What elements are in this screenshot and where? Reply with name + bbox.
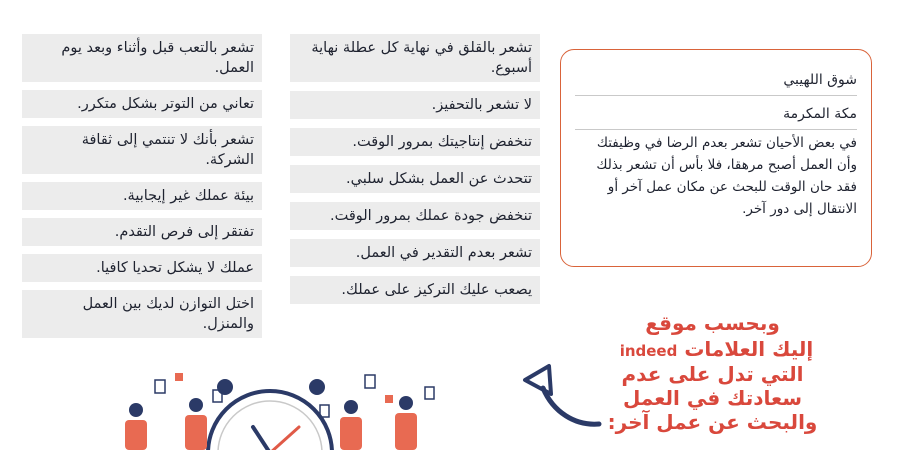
clock-workers-illustration: [95, 365, 440, 450]
sign-item: يصعب عليك التركيز على عملك.: [290, 276, 540, 304]
intro-text: في بعض الأحيان تشعر بعدم الرضا في وظيفتك وأن العمل أصبح مرهقا، فلا بأس أن تشعر بذلك فقد حان الوقت للبحث عن مكان عمل آخر أو الانتقال إلى دور آخر.: [596, 135, 857, 217]
author-name: شوق اللهيبي: [783, 72, 857, 88]
author-card: [560, 49, 872, 267]
source-line: إليك العلامات: [684, 337, 814, 361]
curved-arrow-icon: [515, 350, 605, 440]
sign-item: لا تشعر بالتحفيز.: [290, 91, 540, 119]
sign-item: تتحدث عن العمل بشكل سلبي.: [290, 165, 540, 193]
source-line: التي تدل على عدم: [621, 362, 804, 386]
sign-item: بيئة عملك غير إيجابية.: [22, 182, 262, 210]
page-title: [150, 0, 750, 8]
sign-item: اختل التوازن لديك بين العمل والمنزل.: [22, 290, 262, 338]
source-line: والبحث عن عمل آخر:: [607, 410, 818, 434]
sign-item: تشعر بالتعب قبل وأثناء وبعد يوم العمل.: [22, 34, 262, 82]
sign-item: تنخفض إنتاجيتك بمرور الوقت.: [290, 128, 540, 156]
sign-item: تشعر بأنك لا تنتمي إلى ثقافة الشركة.: [22, 126, 262, 174]
sign-item: تشعر بعدم التقدير في العمل.: [290, 239, 540, 267]
sign-item: تنخفض جودة عملك بمرور الوقت.: [290, 202, 540, 230]
divider: [575, 95, 857, 96]
source-callout: [600, 312, 825, 434]
author-location: مكة المكرمة: [783, 106, 857, 122]
divider: [575, 129, 857, 130]
source-line: وبحسب موقع: [645, 311, 780, 335]
source-brand: indeed: [619, 342, 678, 360]
sign-item: تشعر بالقلق في نهاية كل عطلة نهاية أسبوع.: [290, 34, 540, 82]
sign-item: تفتقر إلى فرص التقدم.: [22, 218, 262, 246]
signs-list-middle: [290, 34, 540, 313]
signs-list-left: [22, 34, 262, 346]
sign-item: عملك لا يشكل تحديا كافيا.: [22, 254, 262, 282]
source-line: سعادتك في العمل: [622, 386, 803, 410]
sign-item: تعاني من التوتر بشكل متكرر.: [22, 90, 262, 118]
